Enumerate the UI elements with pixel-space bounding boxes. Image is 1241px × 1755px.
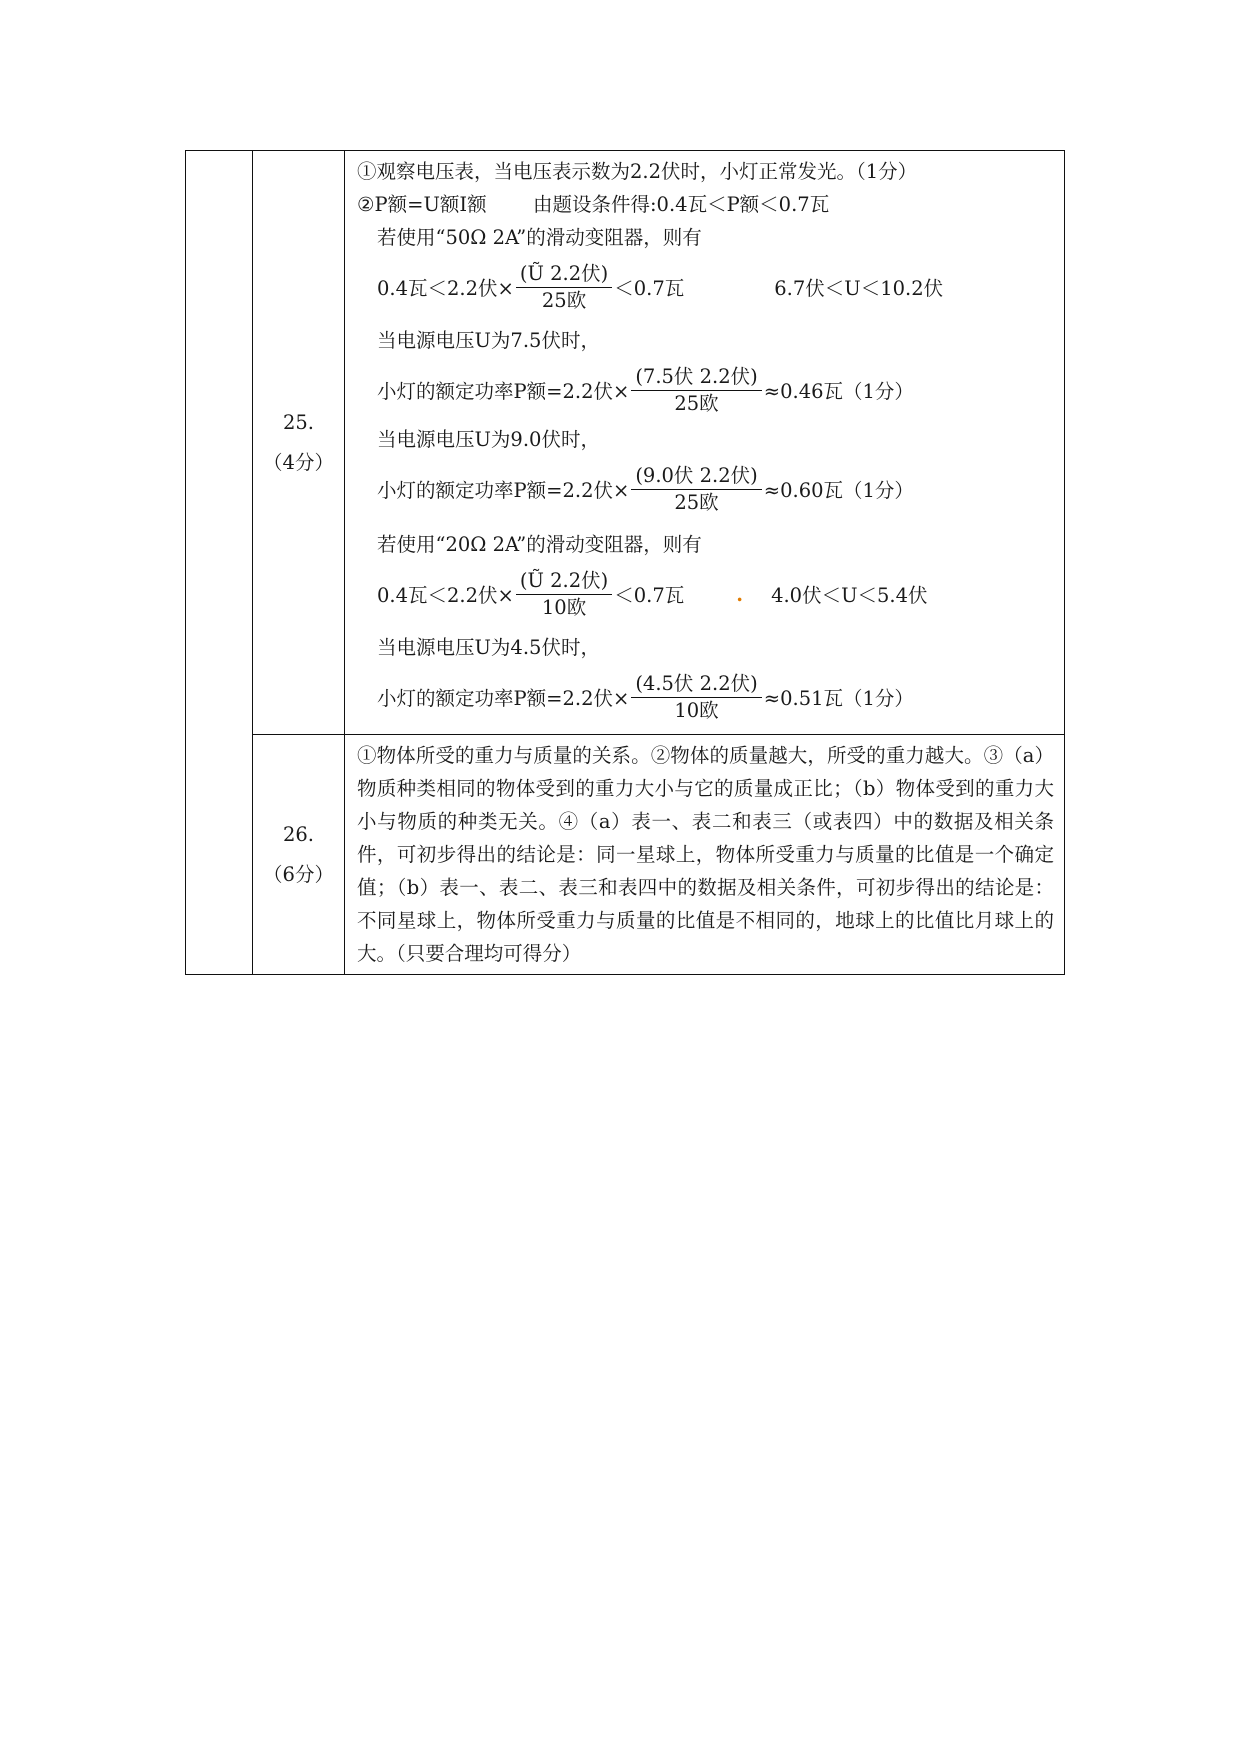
answer-paragraph: ①物体所受的重力与质量的关系。②物体的质量越大，所受的重力越大。③（a）物质种类相同的物体受到的重力大小与它的质量成正比；（b）物体受到的重力大小与物质的种类无关。④（a）表一、表二和表三（或表四）中的数据及相关条件，可初步得出的结论是：同一星球上，物体所受重力与质量的比值是一个确定值；（b）表一、表二、表三和表四中的数据及相关条件，可初步得出的结论是：不同星球上，物体所受重力与质量的比值是不相同的，地球上的比值比月球上的大。（只要合理均可得分）: [357, 744, 1054, 965]
table-row-q25: [186, 151, 1065, 735]
case-2-intro: 若使用“20Ω 2A”的滑动变阻器，则有: [377, 533, 702, 556]
step-1: ①观察电压表，当电压表示数为2.2伏时，小灯正常发光。（1分）: [357, 160, 918, 183]
case-1b-power: 小灯的额定功率P额=2.2伏× $\frac{\text{(9.0伏 2.2伏)}}{\text{25欧}}$ ≈0.60瓦（1分）: [377, 463, 914, 514]
blank-column: [186, 151, 253, 975]
fraction: $\frac{\text{(7.5伏 2.2伏)}}{\text{25欧}}$: [631, 364, 761, 417]
case-2a-intro: 当电源电压U为4.5伏时，: [377, 636, 600, 659]
case-1-result: 6.7伏＜U＜10.2伏: [774, 277, 944, 300]
case-1-intro: 若使用“50Ω 2A”的滑动变阻器，则有: [377, 226, 702, 249]
step-2: [357, 188, 1054, 221]
stray-dot-mark: .: [736, 582, 744, 606]
question-number-cell: [253, 151, 345, 735]
answer-content-q25: [345, 151, 1065, 735]
fraction: $\frac{\text{(4.5伏 2.2伏)}}{\text{10欧}}$: [631, 671, 761, 724]
case-2-inequality: 0.4瓦＜2.2伏× $\frac{\text{(Ũ 2.2伏)}}{\text{10欧}}$ ＜0.7瓦 . 4.0伏＜U＜5.4伏: [377, 568, 928, 619]
answer-table: [185, 150, 1065, 975]
question-score: （4分）: [263, 450, 334, 474]
table-row-q26: [186, 735, 1065, 975]
case-1a-intro: 当电源电压U为7.5伏时，: [377, 329, 600, 352]
case-1a-power: 小灯的额定功率P额=2.2伏× $\frac{\text{(7.5伏 2.2伏)}}{\text{25欧}}$ ≈0.46瓦（1分）: [377, 364, 914, 415]
fraction: $\frac{\text{(9.0伏 2.2伏)}}{\text{25欧}}$: [631, 463, 761, 516]
step-2-condition: 由题设条件得:0.4瓦＜P额＜0.7瓦: [532, 193, 830, 216]
fraction: $\frac{\text{(Ũ 2.2伏)}}{\text{10欧}}$: [516, 568, 612, 621]
case-2-result: 4.0伏＜U＜5.4伏: [771, 584, 928, 607]
case-2a-power: 小灯的额定功率P额=2.2伏× $\frac{\text{(4.5伏 2.2伏)}}{\text{10欧}}$ ≈0.51瓦（1分）: [377, 671, 914, 722]
fraction: $\frac{\text{(Ũ 2.2伏)}}{\text{25欧}}$: [516, 261, 612, 314]
case-1-inequality: 0.4瓦＜2.2伏× $\frac{\text{(Ũ 2.2伏)}}{\text{25欧}}$ ＜0.7瓦 6.7伏＜U＜10.2伏: [377, 261, 944, 312]
case-1b-intro: 当电源电压U为9.0伏时，: [377, 428, 600, 451]
question-number: 26.: [282, 822, 314, 846]
question-number: 25.: [282, 410, 314, 434]
question-number-cell: [253, 735, 345, 975]
step-2-formula: ②P额=U额I额: [357, 193, 487, 216]
question-score: （6分）: [263, 862, 334, 886]
answer-content-q26: [345, 735, 1065, 975]
